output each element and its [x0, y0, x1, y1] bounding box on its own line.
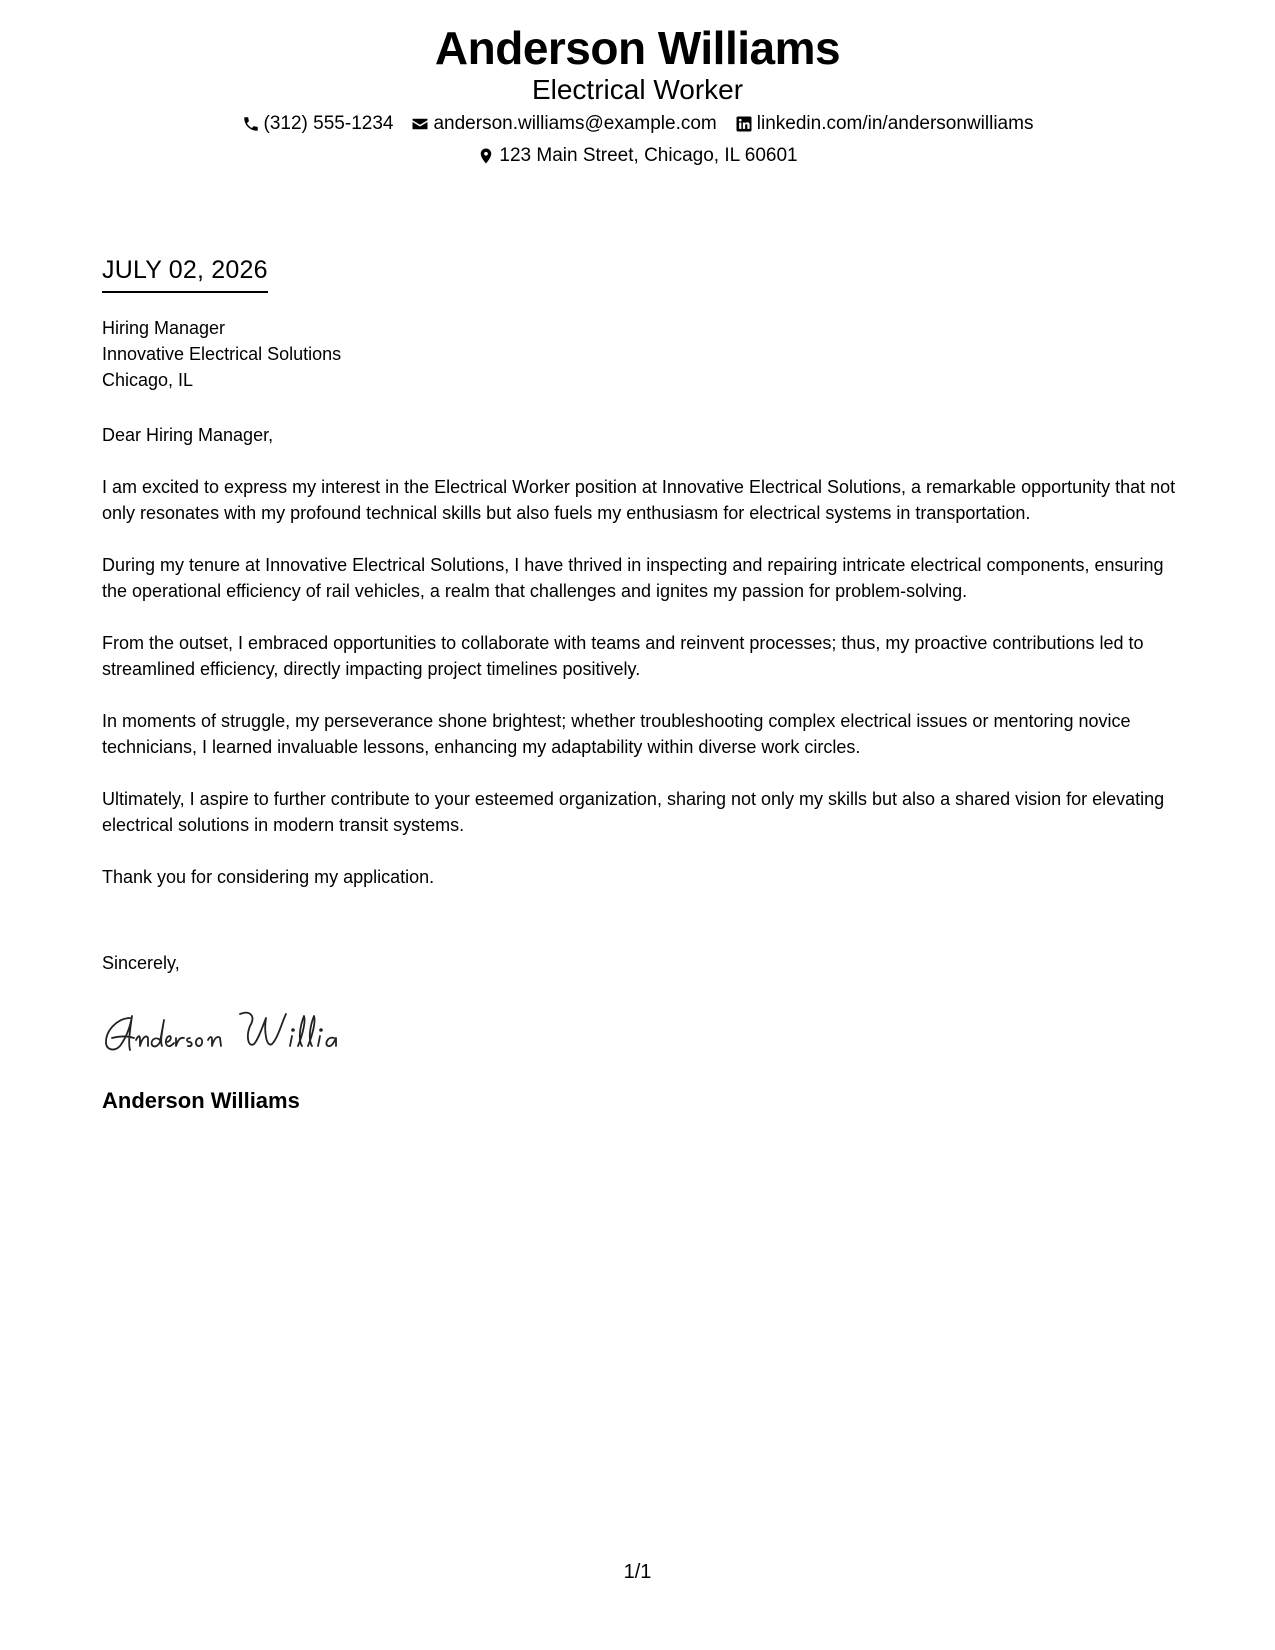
letter-date: JULY 02, 2026 — [102, 254, 268, 293]
address-text: 123 Main Street, Chicago, IL 60601 — [499, 145, 798, 166]
letter-header — [0, 22, 1275, 168]
linkedin-text: linkedin.com/in/andersonwilliams — [756, 113, 1034, 134]
body-paragraph: Ultimately, I aspire to further contribute to your esteemed organization, sharing not only my skills but also a shared vision for elevating electrical solutions in modern transit systems. — [102, 789, 1165, 835]
email-text: anderson.williams@example.com — [433, 113, 717, 134]
body-paragraph: During my tenure at Innovative Electrical Solutions, I have thrived in inspecting and repairing intricate electrical components, ensuring the operational efficiency of rail vehicles, a realm that challenges and ignites my passion for problem-solving. — [102, 555, 1164, 601]
signer-name: Anderson Williams — [102, 1088, 300, 1113]
body-paragraph: I am excited to express my interest in the Electrical Worker position at Innovative Electrical Solutions, a remarkable opportunity that not only resonates with my profound technical skills but also fuels my enthusiasm for electrical systems in transportation. — [102, 477, 1176, 523]
contact-row — [0, 112, 1275, 136]
phone-icon — [242, 115, 260, 133]
salutation: Dear Hiring Manager, — [102, 425, 274, 445]
map-marker-icon — [477, 147, 495, 165]
letter-body — [102, 474, 1182, 916]
closing: Sincerely, — [102, 953, 180, 973]
applicant-name: Anderson Williams — [434, 22, 841, 74]
applicant-title: Electrical Worker — [531, 74, 744, 105]
contact-linkedin[interactable] — [735, 112, 1034, 136]
body-paragraph: Thank you for considering my application. — [102, 867, 435, 887]
page-number: 1/1 — [623, 1561, 652, 1583]
body-paragraph: In moments of struggle, my perseverance shone brightest; whether troubleshooting complex electrical issues or mentoring novice technicians, I learned invaluable lessons, enhancing my adaptability within diverse work circles. — [102, 711, 1131, 757]
envelope-icon — [411, 115, 429, 133]
recipient-block — [102, 315, 1182, 393]
recipient-line: Innovative Electrical Solutions — [102, 344, 342, 364]
address-row — [0, 144, 1275, 168]
recipient-line: Chicago, IL — [102, 370, 194, 390]
recipient-line: Hiring Manager — [102, 318, 226, 338]
handwritten-signature — [100, 1000, 380, 1060]
contact-phone — [242, 112, 394, 136]
body-paragraph: From the outset, I embraced opportunities to collaborate with teams and reinvent processes; thus, my proactive contributions led to streamlined efficiency, directly impacting project timelines positively. — [102, 633, 1144, 679]
contact-address — [477, 144, 797, 168]
phone-text: (312) 555-1234 — [263, 113, 394, 134]
contact-email[interactable] — [411, 112, 716, 136]
linkedin-icon — [735, 115, 753, 133]
